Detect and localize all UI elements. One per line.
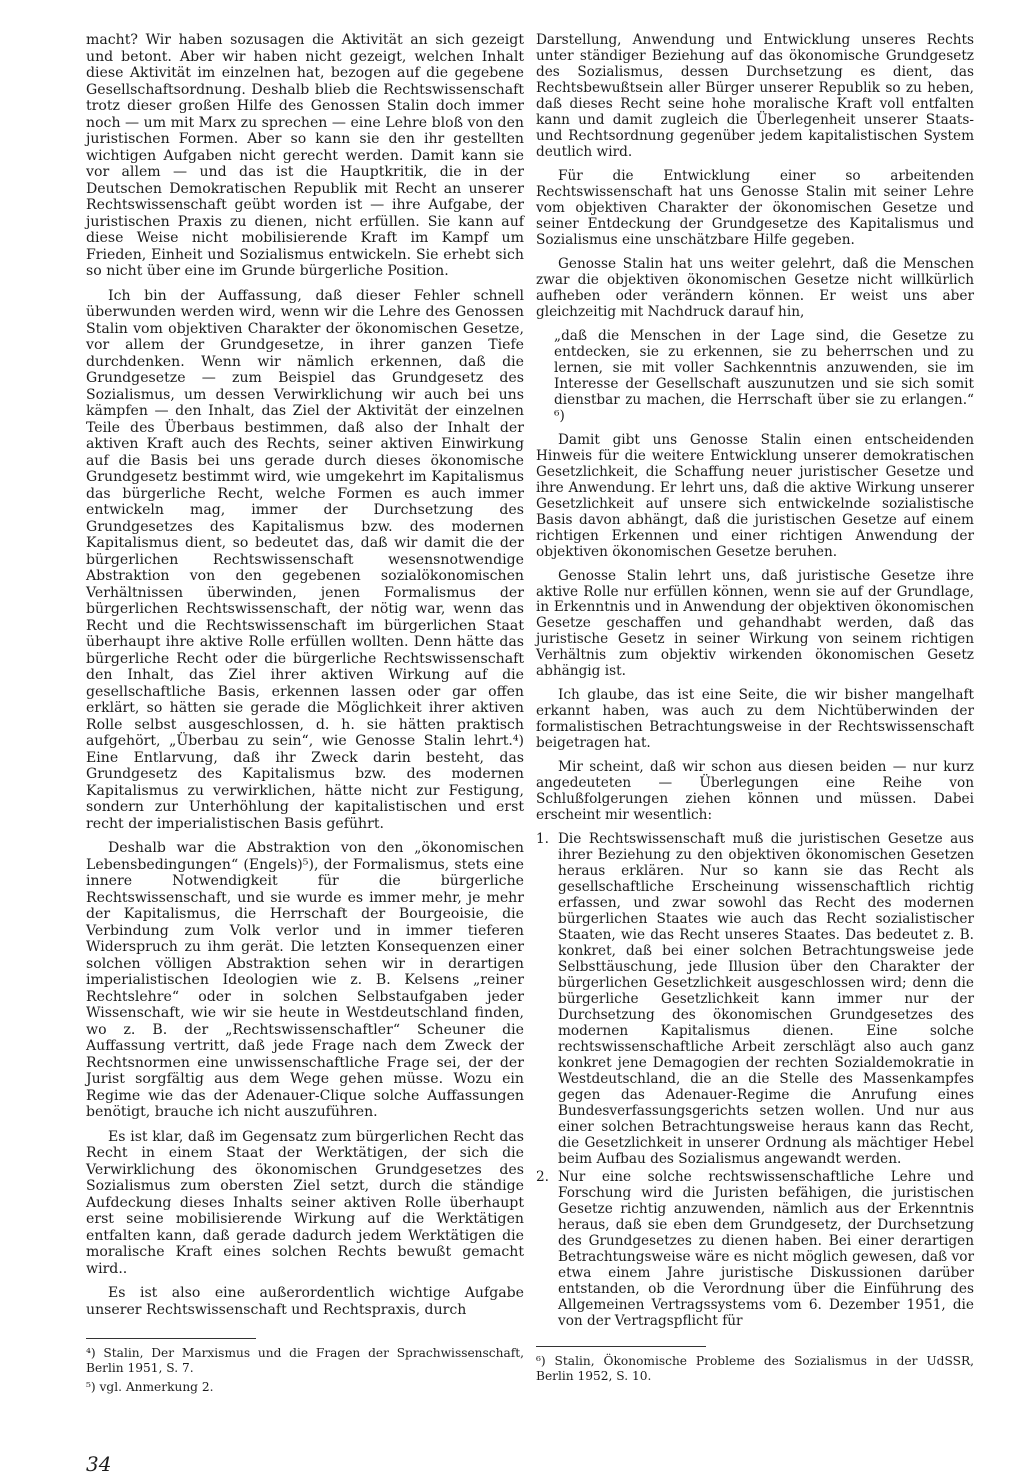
paragraph: Damit gibt uns Genosse Stalin einen entscheidenden Hinweis für die weitere Entwicklung unserer demokratischen Gesetzlichkeit, die Schaffung neuer juristischer Gesetze und ihre Anwendung. Er lehrt uns, daß die aktive Wirkung unserer Gesetzlichkeit auf unsere sich entwickelnde sozialistische Basis davon abhängt, daß die juristischen Gesetze auf einem richtigen Erkennen und einer richtigen Anwendung der objektiven ökonomischen Gesetze beruhen. [536,431,974,560]
paragraph: Ich glaube, das ist eine Seite, die wir bisher mangelhaft erkannt haben, was auch zu dem Nichtüberwinden der formalistischen Betrachtungsweise in der Rechtswissenschaft beigetragen hat. [536,687,974,752]
footnote: ⁵) vgl. Anmerkung 2. [86,1380,214,1394]
paragraph: Es ist also eine außerordentlich wichtige Aufgabe unserer Rechtswissenschaft und Rechtspraxis, durch [86,1285,524,1318]
paragraph: Darstellung, Anwendung und Entwicklung unseres Rechts unter ständiger Beziehung auf das ökonomische Grundgesetz des Sozialismus, dessen Durchsetzung es dient, das Rechtsbewußtsein aller Bürger unserer Republik so zu heben, daß dieses Recht seine hohe moralische Kraft voll entfalten kann und damit zugleich die Überlegenheit unserer Staats- und Rechtsordnung gegenüber jedem kapitalistischen System deutlich wird. [536,32,974,160]
list-number: 2. [536,1168,550,1185]
paragraph: Genosse Stalin lehrt uns, daß juristische Gesetze ihre aktive Rolle nur erfüllen können, wenn sie auf der Grundlage, in Erkenntnis und in Anwendung der objektiven ökonomischen Gesetze geschaffen und gehandhabt werden, daß das juristische Gesetz in seiner Wirkung von seinem richtigen Verhältnis zum objektiv wirkenden ökonomischen Gesetz abhängig ist. [536,567,974,680]
paragraph: Ich bin der Auffassung, daß dieser Fehler schnell überwunden werden wird, wenn wir die Lehre des Genossen Stalin vom objektiven Charakter der ökonomischen Gesetze, vor allem der Grundgesetze, in ihrer ganzen Tiefe durchdenken. Wenn wir nämlich erkennen, daß die Grundgesetze — zum Beispiel das Grundgesetz des Sozialismus, um dessen Verwirklichung wir auch bei uns kämpfen — den Inhalt, das Ziel der Aktivität der einzelnen Teile des Überbaus bestimmen, daß also der Inhalt der aktiven Kraft auch des Rechts, seiner aktiven Einwirkung auf die Basis bei uns gerade durch dieses ökonomische Grundgesetz bestimmt wird, wie umgekehrt im Kapitalismus das bürgerliche Recht, welche Formen es auch immer entwickeln mag, immer der Durchsetzung des Grundgesetzes des Kapitalismus bzw. des modernen Kapitalismus dient, so bedeutet das, daß wir damit die der bürgerlichen Rechtswissenschaft wesensnotwendige Abstraktion von den gegebenen sozialökonomischen Verhältnissen überwinden, jenen Formalismus der bürgerlichen Rechtswissenschaft, der nötig war, wenn das Recht und die Rechtswissenschaft im bürgerlichen Staat überhaupt ihre aktive Rolle erfüllen wollten. Denn hätte das bürgerliche Recht oder die bürgerliche Rechtswissenschaft den Inhalt, das Ziel ihrer aktiven Wirkung auf die gesellschaftliche Basis, erkennen lassen oder gar offen erklärt, so hätten sie gerade die Möglichkeit ihrer aktiven Rolle selbst ausgeschlossen, d. h. sie hätten praktisch aufgehört, „Überbau zu sein“, wie Genosse Stalin lehrt.⁴) Eine Entlarvung, daß ihr Zweck darin besteht, das Grundgesetz des Kapitalismus bzw. des modernen Kapitalismus zu verwirklichen, hätte nicht zur Festigung, sondern zur Unterhöhlung der kapitalistischen und erst recht der imperialistischen Basis geführt. [86,287,524,832]
block-quote: „daß die Menschen in der Lage sind, die Gesetze zu entdecken, sie zu erkennen, sie zu beherrschen und zu lernen, sie mit voller Sachkenntnis anzuwenden, sie im Interesse der Gesellschaft auszunutzen und sie sich somit dienstbar zu machen, die Herrschaft über sie zu erlangen.“ ⁶) [554,327,974,424]
numbered-list [536,831,974,1329]
list-item [536,1169,974,1329]
paragraph: macht? Wir haben sozusagen die Aktivität an sich gezeigt und betont. Aber wir haben nicht gezeigt, welchen Inhalt diese Aktivität im einzelnen hat, bezogen auf die gegebene Gesellschaftsordnung. Deshalb blieb die Rechtswissenschaft trotz dieser großen Hilfe des Genossen Stalin doch immer noch — um mit Marx zu sprechen — eine Lehre bloß von den juristischen Formen. Aber so kann sie den ihr gestellten wichtigen Aufgaben nicht gerecht werden. Damit kann sie vor allem — und das ist die Hauptkritik, die in der Deutschen Demokratischen Republik mit Recht an unserer Rechtswissenschaft geübt worden ist — ihre Aufgabe, der juristischen Praxis zu dienen, nicht erfüllen. Sie kann auf diese Weise nicht mobilisierende Kraft im Kampf um Frieden, Einheit und Sozialismus entwickeln. Sie erhebt sich so nicht über eine im Grunde bürgerliche Position. [86,32,524,279]
right-column [536,32,974,1335]
paragraph: Mir scheint, daß wir schon aus diesen beiden — nur kurz angedeuteten — Überlegungen eine Reihe von Schlußfolgerungen ziehen können und müssen. Dabei erscheint mir wesentlich: [536,759,974,824]
page-number: 34 [86,1452,112,1476]
footnote: ⁴) Stalin, Der Marxismus und die Fragen der Sprachwissenschaft, Berlin 1951, S. 7. [86,1346,524,1375]
paragraph: Für die Entwicklung einer so arbeitenden Rechtswissenschaft hat uns Genosse Stalin mit seiner Lehre vom objektiven Charakter der ökonomischen Gesetze und seiner Entdeckung der Grundgesetze des Kapitalismus und Sozialismus eine unschätzbare Hilfe gegeben. [536,167,974,248]
footnote: ⁶) Stalin, Ökonomische Probleme des Sozialismus in der UdSSR, Berlin 1952, S. 10. [536,1354,974,1383]
paragraph: Deshalb war die Abstraktion von den „ökonomischen Lebensbedingungen“ (Engels)⁵), der Formalismus, stets eine innere Notwendigkeit für die bürgerliche Rechtswissenschaft, und sie wurde es immer mehr, je mehr der Kapitalismus, die Herrschaft der Bourgeoisie, die Verbindung zum Volk verlor und in immer tieferen Widerspruch zu ihm gerät. Die letzten Konsequenzen einer solchen völligen Abstraktion sehen wir in derartigen imperialistischen Ideologien wie z. B. Kelsens „reiner Rechtslehre“ oder in solchen Selbstaufgaben jeder Wissenschaft, wie wir sie heute in Westdeutschland finden, wo z. B. der „Rechtswissenschaftler“ Scheuner die Auffassung vertritt, daß jede Frage nach dem Zweck der Rechtsnormen eine unwissenschaftliche Frage sei, der der Jurist sorgfältig aus dem Wege gehen müsse. Wozu ein Regime wie das der Adenauer-Clique solche Auffassungen benötigt, brauche ich nicht auszuführen. [86,840,524,1120]
list-number: 1. [536,831,550,848]
list-item-text: Nur eine solche rechtswissenschaftliche Lehre und Forschung wird die Juristen befähigen, die juristischen Gesetze richtig anzuwenden, nämlich aus der Erkenntnis heraus, daß sie eben dem Grundgesetz, der Durchsetzung des Grundgesetzes zu dienen haben. Bei einer derartigen Betrachtungsweise wäre es nicht möglich gewesen, daß vor etwa einem Jahre juristische Diskussionen darüber entstanden, ob die Verordnung über die Einführung des Allgemeinen Vertragssystems vom 6. Dezember 1951, die von der Vertragspflicht für [558,1168,974,1329]
list-item-text: Die Rechtswissenschaft muß die juristischen Gesetze aus ihrer Beziehung zu den objektiven ökonomischen Gesetzen heraus erklären. Nur so kann sie das Recht als gesellschaftliche Erscheinung wissenschaftlich richtig erfassen, und zwar sowohl das Recht des modernen bürgerlichen Staates wie auch das Recht sozialistischer Staaten, wie das Recht unseres Staates. Das bedeutet z. B. konkret, daß bei einer solchen Betrachtungsweise jede Selbsttäuschung, jede Illusion über den Charakter der bürgerlichen Gesetzlichkeit ausgeschlossen wird; denn die bürgerliche Gesetzlichkeit kann immer nur der Durchsetzung des ökonomischen Grundgesetzes des modernen Kapitalismus dienen. Eine solche rechtswissenschaftliche Arbeit zerschlägt also auch ganz konkret jene Demagogien der rechten Sozialdemokratie in Westdeutschland, die an die Stelle des Massenkampfes gegen das Adenauer-Regime die Anrufung eines Bundesverfassungsgerichts setzen wollen. Und nur aus einer solchen Betrachtungsweise heraus kann das Recht, die Gesetzlichkeit in unserer Ordnung als mächtiger Hebel beim Aufbau des Sozialismus angewandt werden. [558,831,974,1167]
paragraph: Genosse Stalin hat uns weiter gelehrt, daß die Menschen zwar die objektiven ökonomischen Gesetze nicht willkürlich aufheben oder verändern können. Er weist uns aber gleichzeitig mit Nachdruck darauf hin, [536,255,974,320]
left-column [86,32,524,1326]
list-item [536,831,974,1167]
paragraph: Es ist klar, daß im Gegensatz zum bürgerlichen Recht das Recht in einem Staat der Werktätigen, der sich die Verwirklichung des ökonomischen Grundgesetzes des Sozialismus zum obersten Ziel setzt, durch die ständige Aufdeckung dieses Inhalts seiner aktiven Rolle überhaupt erst seine mobilisierende Wirkung auf die Werktätigen entfalten kann, daß gerade dadurch jedem Werktätigen die moralische Kraft eines solchen Rechts bewußt gemacht wird.. [86,1128,524,1277]
footnote-rule [86,1338,256,1339]
footnote-rule [536,1346,706,1347]
